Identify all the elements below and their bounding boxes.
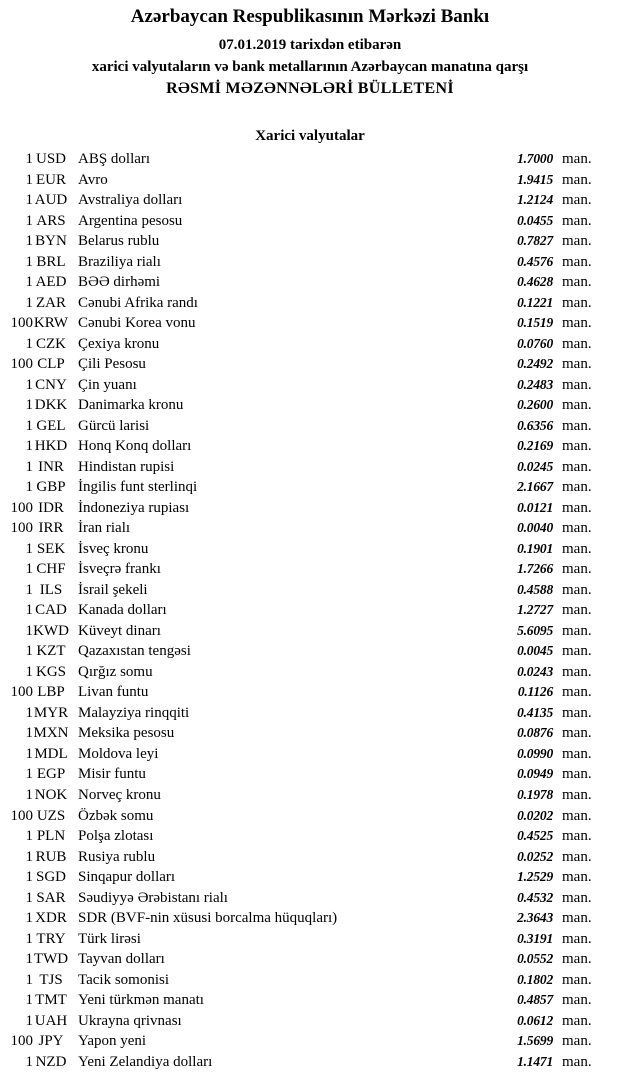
unit-label: man. [562,704,592,721]
currency-code: NOK [34,786,68,803]
currency-name: Sinqapur dolları [78,869,176,886]
unit-label: man. [562,581,592,598]
rate-row [0,580,620,601]
currency-name: BƏƏ dirhəmi [78,274,161,291]
date-line: 07.01.2019 tarixdən etibarən [218,37,402,53]
quantity-value: 1 [25,1012,33,1029]
currency-code: GEL [36,417,66,434]
quantity-value: 1 [25,951,33,968]
scope-line: xarici valyutaların və bank metallarının Azərbaycan manatına qarşı [91,59,529,75]
quantity-value: 1 [25,622,33,639]
rate-value: 1.7000 [517,151,553,166]
quantity-value: 1 [25,745,33,762]
quantity-value: 1 [25,766,33,783]
quantity-value: 1 [25,889,33,906]
currency-code: IRR [38,520,64,537]
currency-code: CNY [35,376,67,393]
currency-code: PLN [36,828,66,845]
currency-code: KZT [36,643,66,660]
currency-code: AED [35,274,67,291]
rate-row [0,600,620,621]
rate-row [0,723,620,744]
rate-value: 0.0612 [517,1012,553,1028]
rate-row [0,252,620,273]
currency-code: TWD [33,951,69,968]
currency-name: Avro [78,171,108,188]
quantity-value: 1 [25,930,33,947]
quantity-value: 1 [25,704,33,721]
rate-value: 1.7266 [517,561,553,577]
quantity-value: 1 [25,786,33,803]
rate-value: 0.0760 [517,335,553,351]
rate-row [0,272,620,293]
currency-code: ILS [39,581,63,598]
currency-code: ZAR [36,294,66,311]
quantity-value: 1 [25,663,33,680]
unit-label: man. [562,848,592,865]
unit-label: man. [562,294,592,311]
currency-name: Yapon yeni [78,1033,147,1050]
rate-row [0,559,620,580]
currency-name: Danimarka kronu [78,397,184,414]
quantity-value: 1 [25,233,33,250]
quantity-value: 1 [25,848,33,865]
currency-name: Qazaxıstan tengəsi [78,643,191,660]
rate-value: 0.6356 [517,417,553,433]
quantity-value: 1 [25,479,33,496]
unit-label: man. [562,910,592,927]
rate-row [0,416,620,437]
rate-row [0,149,620,170]
quantity-value: 1 [25,376,33,393]
unit-label: man. [562,766,592,783]
currency-code: INR [38,458,64,475]
rate-row [0,436,620,457]
rate-row [0,293,620,314]
rate-row [0,395,620,416]
quantity-value: 1 [25,992,33,1009]
unit-label: man. [562,745,592,762]
rate-row [0,662,620,683]
rate-value: 0.7827 [517,233,553,249]
quantity-value: 100 [10,315,33,332]
unit-label: man. [562,192,592,209]
currency-name: Moldova leyi [78,745,159,762]
currency-name: Livan funtu [78,684,149,701]
currency-code: UZS [36,807,66,824]
currency-name: Meksika pesosu [78,725,175,742]
unit-label: man. [562,828,592,845]
unit-label: man. [562,930,592,947]
currency-name: İngilis funt sterlinqi [78,479,198,496]
currency-code: MYR [33,704,69,721]
quantity-value: 100 [10,684,33,701]
currency-name: Çin yuanı [78,376,137,393]
currency-code: MXN [33,725,69,742]
rate-value: 2.3643 [517,910,553,926]
quantity-value: 1 [25,828,33,845]
quantity-value: 1 [25,581,33,598]
currency-code: EGP [36,766,66,783]
rate-row [0,785,620,806]
quantity-value: 100 [10,356,33,373]
rate-row [0,847,620,868]
rate-row [0,826,620,847]
rate-value: 0.1519 [517,315,553,331]
unit-label: man. [562,376,592,393]
currency-code: CHF [36,561,66,578]
quantity-value: 1 [25,910,33,927]
currency-name: Belarus rublu [78,233,160,250]
rate-row [0,211,620,232]
rates-table [0,149,620,1072]
quantity-value: 1 [25,458,33,475]
rate-value: 0.1978 [517,786,553,802]
currency-code: USD [35,151,66,167]
rate-value: 0.4588 [517,581,553,597]
rate-value: 0.2483 [517,376,553,392]
rate-value: 0.0990 [517,745,553,761]
currency-name: Qırğız somu [78,663,153,680]
rate-value: 0.0040 [517,520,553,536]
rate-row [0,908,620,929]
currency-code: UAH [34,1012,68,1029]
rate-value: 0.2600 [517,397,553,413]
rate-row [0,970,620,991]
currency-code: KWD [33,622,69,639]
rate-value: 0.0121 [517,499,553,515]
unit-label: man. [562,1012,592,1029]
currency-name: Braziliya rialı [78,253,161,270]
rate-row [0,929,620,950]
currency-code: BRL [36,253,66,270]
rate-row [0,539,620,560]
rate-value: 1.2727 [517,602,553,618]
quantity-value: 1 [25,1053,33,1070]
currency-name: Misir funtu [78,766,146,783]
currency-name: Yeni türkmən manatı [78,992,204,1009]
currency-name: İsveçrə frankı [78,561,161,578]
rate-row [0,703,620,724]
unit-label: man. [562,561,592,578]
unit-label: man. [562,335,592,352]
quantity-value: 100 [10,807,33,824]
currency-name: Ukrayna qrivnası [78,1012,182,1029]
rate-row [0,457,620,478]
currency-name: Argentina pesosu [78,212,183,229]
rate-value: 0.4576 [517,253,553,269]
rate-row [0,498,620,519]
rate-row [0,170,620,191]
unit-label: man. [562,458,592,475]
rate-row [0,354,620,375]
rate-row [0,806,620,827]
unit-label: man. [562,807,592,824]
unit-label: man. [562,151,592,167]
unit-label: man. [562,417,592,434]
rate-row [0,190,620,211]
currency-name: Cənubi Afrika randı [78,294,198,311]
unit-label: man. [562,992,592,1009]
currency-code: CAD [35,602,67,619]
quantity-value: 1 [25,335,33,352]
unit-label: man. [562,1033,592,1050]
rate-value: 1.5699 [517,1033,553,1049]
currency-name: Özbək somu [78,807,154,824]
quantity-value: 1 [25,971,33,988]
rate-row [0,313,620,334]
unit-label: man. [562,253,592,270]
currency-name: Küveyt dinarı [78,622,161,639]
unit-label: man. [562,540,592,557]
rate-value: 0.0552 [517,951,553,967]
rate-row [0,1011,620,1032]
rate-value: 0.1126 [517,684,553,700]
rate-value: 0.0876 [517,725,553,741]
rate-value: 0.4135 [517,704,553,720]
rate-value: 0.0949 [517,766,553,782]
currency-code: CZK [36,335,66,352]
rate-value: 0.3191 [517,930,553,946]
rate-value: 0.2169 [517,438,553,454]
rate-row [0,949,620,970]
currency-name: İsveç kronu [78,540,149,557]
currency-code: TMT [35,992,67,1009]
unit-label: man. [562,643,592,660]
unit-label: man. [562,233,592,250]
rate-value: 0.1901 [517,540,553,556]
currency-name: Gürcü larisi [78,417,150,434]
currency-code: DKK [34,397,68,414]
currency-code: TRY [36,930,66,947]
unit-label: man. [562,889,592,906]
currency-code: SAR [36,889,66,906]
currency-name: Çili Pesosu [78,356,146,373]
rate-row [0,682,620,703]
currency-code: RUB [35,848,67,865]
quantity-value: 100 [10,499,33,516]
currency-code: NZD [35,1053,67,1070]
quantity-value: 1 [25,540,33,557]
quantity-value: 1 [25,643,33,660]
rate-value: 0.2492 [517,356,553,372]
rate-row [0,375,620,396]
rate-row [0,888,620,909]
unit-label: man. [562,971,592,988]
currency-code: KRW [33,315,69,332]
unit-label: man. [562,356,592,373]
rate-value: 1.1471 [517,1053,553,1069]
currency-code: HKD [34,438,68,455]
unit-label: man. [562,499,592,516]
currency-code: AUD [34,192,68,209]
unit-label: man. [562,622,592,639]
quantity-value: 100 [10,520,33,537]
quantity-value: 1 [25,561,33,578]
rate-row [0,518,620,539]
quantity-value: 1 [25,725,33,742]
rate-row [0,334,620,355]
currency-code: CLP [37,356,65,373]
rate-row [0,231,620,252]
rate-value: 0.0455 [517,212,553,228]
rate-value: 5.6095 [517,622,553,638]
currency-code: JPY [38,1033,64,1050]
quantity-value: 1 [25,253,33,270]
rate-row [0,764,620,785]
rate-value: 1.2124 [517,192,553,208]
currency-code: GBP [36,479,66,496]
rate-value: 0.4532 [517,889,553,905]
quantity-value: 1 [25,294,33,311]
currency-name: Cənubi Korea vonu [78,315,196,332]
rate-row [0,621,620,642]
quantity-value: 1 [25,192,33,209]
unit-label: man. [562,951,592,968]
quantity-value: 1 [25,212,33,229]
rate-value: 1.2529 [517,869,553,885]
rate-row [0,1031,620,1052]
unit-label: man. [562,438,592,455]
quantity-value: 1 [25,171,33,188]
rate-value: 0.1802 [517,971,553,987]
quantity-value: 1 [25,869,33,886]
rate-row [0,867,620,888]
currency-name: Malayziya rinqqiti [78,704,190,721]
currency-name: Çexiya kronu [78,335,160,352]
rate-row [0,744,620,765]
unit-label: man. [562,1053,592,1070]
currency-code: IDR [38,499,64,516]
unit-label: man. [562,684,592,701]
rate-value: 0.4525 [517,828,553,844]
currency-name: Səudiyyə Ərəbistanı rialı [78,889,228,906]
currency-code: EUR [36,171,66,188]
currency-name: Yeni Zelandiya dolları [78,1053,213,1070]
currency-code: SGD [35,869,66,886]
rate-row [0,1052,620,1073]
quantity-value: 1 [25,602,33,619]
currency-name: Kanada dolları [78,602,167,619]
rate-row [0,990,620,1011]
unit-label: man. [562,212,592,229]
currency-name: SDR (BVF-nin xüsusi borcalma hüquqları) [78,910,338,927]
currency-code: LBP [37,684,65,701]
rate-value: 1.9415 [517,171,553,187]
rate-value: 0.0245 [517,458,553,474]
currency-code: BYN [35,233,67,250]
quantity-value: 1 [25,417,33,434]
currency-code: XDR [35,910,67,927]
currency-code: SEK [36,540,66,557]
quantity-value: 1 [25,397,33,414]
currency-name: İsrail şekeli [78,581,148,598]
currency-name: Tacik somonisi [78,971,170,988]
quantity-value: 1 [25,274,33,291]
bulletin-title: RƏSMİ MƏZƏNNƏLƏRİ BÜLLETENİ [166,80,454,97]
rate-value: 0.0243 [517,663,553,679]
unit-label: man. [562,663,592,680]
currency-name: Avstraliya dolları [78,192,183,209]
rate-value: 0.1221 [517,294,553,310]
currency-code: TJS [39,971,63,988]
currency-name: Honq Konq dolları [78,438,192,455]
currency-code: MDL [34,745,68,762]
currency-name: Hindistan rupisi [78,458,175,475]
rate-row [0,477,620,498]
unit-label: man. [562,315,592,332]
rate-value: 0.0252 [517,848,553,864]
currency-code: KGS [35,663,66,680]
currency-name: İran rialı [78,520,131,537]
unit-label: man. [562,786,592,803]
unit-label: man. [562,171,592,188]
rate-value: 0.0045 [517,643,553,659]
currency-name: Rusiya rublu [78,848,156,865]
rate-value: 0.0202 [517,807,553,823]
unit-label: man. [562,479,592,496]
unit-label: man. [562,602,592,619]
quantity-value: 1 [25,151,33,167]
currency-code: ARS [36,212,66,229]
unit-label: man. [562,520,592,537]
quantity-value: 100 [10,1033,33,1050]
currency-name: Norveç kronu [78,786,161,803]
unit-label: man. [562,725,592,742]
unit-label: man. [562,397,592,414]
section-title: Xarici valyutalar [255,128,365,144]
currency-name: Tayvan dolları [78,951,165,968]
bank-name: Azərbaycan Respublikasının Mərkəzi Bankı [130,6,490,27]
currency-name: Türk lirəsi [78,930,141,947]
unit-label: man. [562,869,592,886]
currency-name: Polşa zlotası [78,828,154,845]
currency-name: ABŞ dolları [78,151,151,167]
currency-name: İndoneziya rupiası [78,499,190,516]
unit-label: man. [562,274,592,291]
quantity-value: 1 [25,438,33,455]
rate-row [0,641,620,662]
rate-value: 0.4857 [517,992,553,1008]
rate-value: 2.1667 [517,479,553,495]
rate-value: 0.4628 [517,274,553,290]
